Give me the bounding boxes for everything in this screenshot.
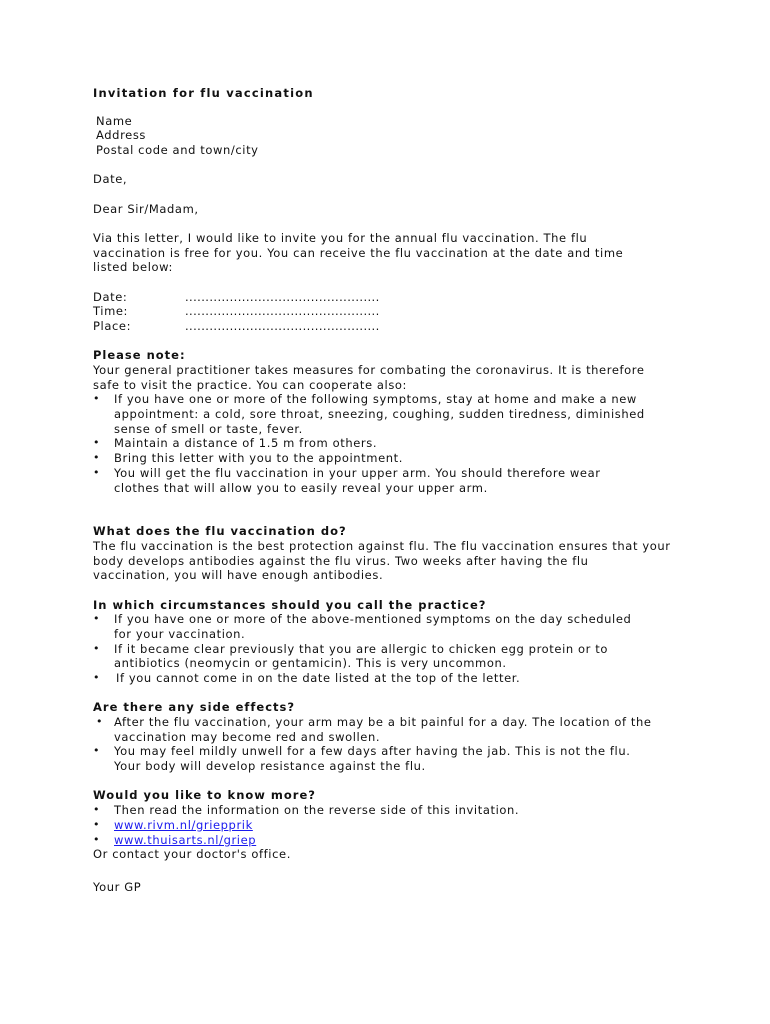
more-info-section bbox=[93, 788, 693, 861]
bullet-text: antibiotics (neomycin or gentamicin). This is very uncommon. bbox=[114, 656, 507, 671]
bullet-text: You will get the flu vaccination in your upper arm. You should therefore wear bbox=[114, 465, 601, 480]
side-effects-bullet-list bbox=[93, 715, 693, 774]
bullet-text: appointment: a cold, sore throat, sneezing, coughing, sudden tiredness, diminished bbox=[114, 406, 645, 421]
address-street: Address bbox=[96, 128, 146, 143]
list-item bbox=[93, 833, 693, 848]
side-effects-section bbox=[93, 700, 693, 774]
bullet-text: for your vaccination. bbox=[114, 626, 246, 641]
list-item bbox=[93, 818, 693, 833]
bullet-icon: • bbox=[93, 465, 101, 479]
letter-title: Invitation for flu vaccination bbox=[93, 86, 314, 100]
contact-line: Or contact your doctor's office. bbox=[93, 847, 291, 862]
address-postal: Postal code and town/city bbox=[96, 143, 259, 158]
what-section bbox=[93, 524, 693, 583]
intro-line: listed below: bbox=[93, 260, 173, 275]
appointment-place-label: Place: bbox=[93, 318, 132, 333]
address-name: Name bbox=[96, 113, 133, 128]
signoff: Your GP bbox=[93, 879, 142, 894]
bullet-icon: • bbox=[93, 803, 101, 817]
more-info-heading: Would you like to know more? bbox=[93, 788, 316, 803]
call-bullet-list bbox=[93, 612, 693, 686]
bullet-icon: • bbox=[96, 715, 104, 729]
appointment-details bbox=[93, 290, 693, 334]
appointment-date-label: Date: bbox=[93, 289, 128, 304]
list-item bbox=[93, 392, 693, 436]
letter bbox=[93, 86, 693, 894]
bullet-text: Then read the information on the reverse side of this invitation. bbox=[114, 803, 520, 818]
bullet-icon: • bbox=[93, 612, 101, 626]
bullet-text: Your body will develop resistance against the flu. bbox=[114, 759, 426, 774]
what-text-line: vaccination, you will have enough antibodies. bbox=[93, 568, 384, 583]
list-item bbox=[93, 803, 693, 818]
bullet-icon: • bbox=[93, 451, 101, 465]
what-text-line: body develops antibodies against the flu virus. Two weeks after having the flu bbox=[93, 553, 589, 568]
note-text-line: Your general practitioner takes measures for combating the coronavirus. It is therefore bbox=[93, 362, 645, 377]
bullet-icon: • bbox=[93, 392, 101, 406]
list-item bbox=[93, 744, 693, 773]
bullet-text: After the flu vaccination, your arm may be a bit painful for a day. The location of the bbox=[114, 715, 652, 730]
bullet-icon: • bbox=[93, 671, 101, 685]
bullet-text: You may feel mildly unwell for a few days after having the jab. This is not the flu. bbox=[114, 744, 631, 759]
appointment-date-row bbox=[93, 290, 693, 305]
list-item bbox=[93, 642, 693, 671]
bullet-text: If it became clear previously that you are allergic to chicken egg protein or to bbox=[114, 641, 608, 656]
more-info-bullet-list bbox=[93, 803, 693, 847]
note-bullet-list bbox=[93, 392, 693, 495]
call-section bbox=[93, 598, 693, 686]
thuisarts-link[interactable]: www.thuisarts.nl/griep bbox=[114, 832, 257, 847]
intro-line: vaccination is free for you. You can receive the flu vaccination at the date and time bbox=[93, 245, 624, 260]
bullet-text: If you cannot come in on the date listed at the top of the letter. bbox=[116, 671, 521, 686]
recipient-address bbox=[93, 114, 693, 158]
list-item bbox=[93, 436, 693, 451]
bullet-text: If you have one or more of the following symptoms, stay at home and make a new bbox=[114, 392, 637, 407]
bullet-icon: • bbox=[93, 436, 101, 450]
bullet-text: clothes that will allow you to easily reveal your upper arm. bbox=[114, 480, 488, 495]
list-item bbox=[93, 466, 693, 495]
what-text-line: The flu vaccination is the best protection against flu. The flu vaccination ensures that your bbox=[93, 538, 671, 553]
bullet-icon: • bbox=[93, 744, 101, 758]
bullet-icon: • bbox=[93, 832, 101, 846]
list-item bbox=[93, 612, 693, 641]
appointment-date-blank: ................................................ bbox=[185, 289, 380, 304]
what-heading: What does the flu vaccination do? bbox=[93, 524, 347, 539]
bullet-icon: • bbox=[93, 641, 101, 655]
please-note-heading: Please note: bbox=[93, 348, 186, 363]
bullet-icon: • bbox=[93, 817, 101, 831]
bullet-text: Bring this letter with you to the appointment. bbox=[114, 451, 404, 466]
bullet-text: If you have one or more of the above-mentioned symptoms on the day scheduled bbox=[114, 612, 632, 627]
bullet-text: Maintain a distance of 1.5 m from others. bbox=[114, 436, 378, 451]
bullet-text: vaccination may become red and swollen. bbox=[114, 729, 381, 744]
rivm-link[interactable]: www.rivm.nl/griepprik bbox=[114, 817, 253, 832]
side-effects-heading: Are there any side effects? bbox=[93, 700, 296, 715]
appointment-place-blank: ................................................ bbox=[185, 318, 380, 333]
appointment-time-blank: ................................................ bbox=[185, 304, 380, 319]
bullet-text: sense of smell or taste, fever. bbox=[114, 421, 303, 436]
appointment-time-row bbox=[93, 304, 693, 319]
intro-paragraph bbox=[93, 231, 693, 275]
list-item bbox=[93, 715, 693, 744]
call-heading: In which circumstances should you call the practice? bbox=[93, 597, 487, 612]
date-line: Date, bbox=[93, 172, 128, 187]
salutation: Dear Sir/Madam, bbox=[93, 201, 199, 216]
appointment-place-row bbox=[93, 319, 693, 334]
intro-line: Via this letter, I would like to invite you for the annual flu vaccination. The flu bbox=[93, 230, 588, 245]
please-note-section bbox=[93, 348, 693, 495]
appointment-time-label: Time: bbox=[93, 304, 129, 319]
note-text-line: safe to visit the practice. You can cooperate also: bbox=[93, 377, 408, 392]
list-item bbox=[93, 451, 693, 466]
list-item bbox=[93, 671, 693, 686]
